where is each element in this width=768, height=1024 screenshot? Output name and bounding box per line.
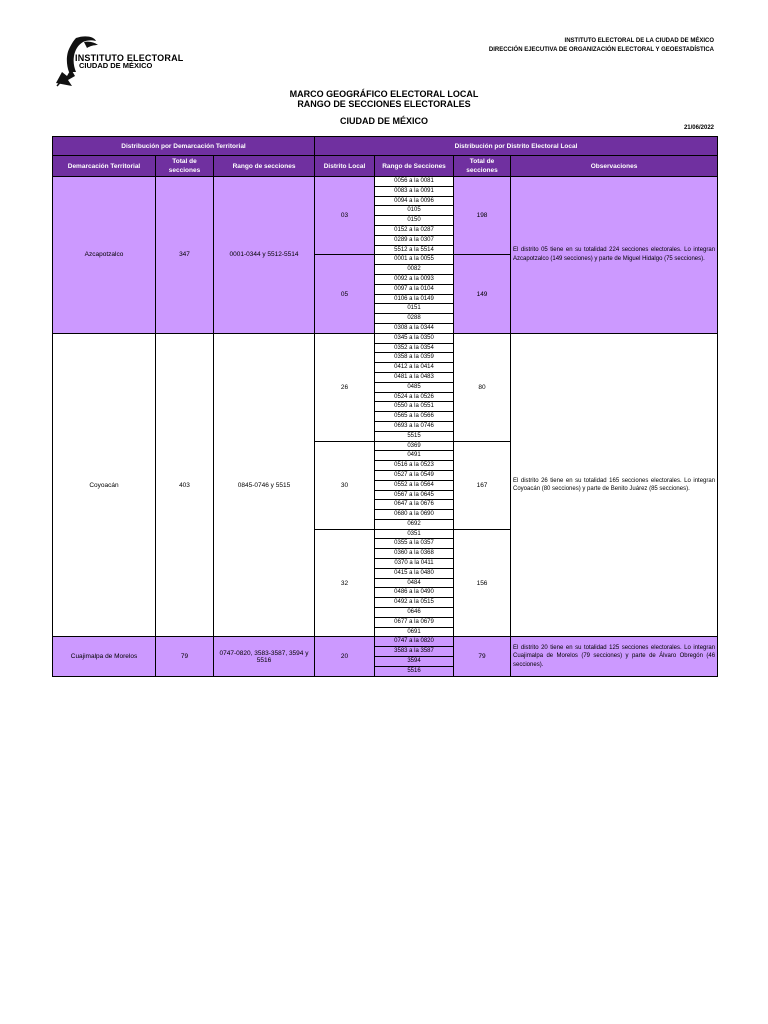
demarcation-total: 79 xyxy=(156,637,214,676)
district-number: 20 xyxy=(315,637,375,676)
table-row xyxy=(53,177,718,255)
demarcation-range: 0001-0344 y 5512-5514 xyxy=(214,177,315,334)
range-item: 0082 xyxy=(375,265,453,275)
demarcation-name: Coyoacán xyxy=(53,333,156,637)
table-row xyxy=(53,637,718,676)
district-total: 167 xyxy=(454,441,511,529)
group-header-district: Distribución por Distrito Electoral Local xyxy=(315,137,718,156)
range-item: 0567 a la 0645 xyxy=(375,491,453,501)
sections-table xyxy=(52,136,718,677)
district-number: 03 xyxy=(315,177,375,255)
range-item: 0485 xyxy=(375,383,453,393)
direction-name: DIRECCIÓN EJECUTIVA DE ORGANIZACIÓN ELECTORAL Y GEOESTADÍSTICA xyxy=(488,47,714,53)
logo-subtitle: CIUDAD DE MÉXICO xyxy=(79,61,153,70)
range-item: 0152 a la 0287 xyxy=(375,226,453,236)
range-item: 0492 a la 0515 xyxy=(375,598,453,608)
district-ranges xyxy=(375,255,454,333)
table-row xyxy=(53,333,718,441)
range-item: 0345 a la 0350 xyxy=(375,334,453,344)
district-total: 79 xyxy=(454,637,511,676)
range-item: 0001 a la 0055 xyxy=(375,255,453,265)
range-item: 0369 xyxy=(375,442,453,452)
district-total: 198 xyxy=(454,177,511,255)
district-ranges xyxy=(375,529,454,637)
range-item: 0351 xyxy=(375,530,453,540)
document-date: 21/06/2022 xyxy=(683,125,714,131)
district-ranges xyxy=(375,441,454,529)
range-item: 0527 a la 0549 xyxy=(375,471,453,481)
range-item: 0692 xyxy=(407,520,421,527)
range-item: 0524 a la 0526 xyxy=(375,393,453,403)
column-header: Rango de Secciones xyxy=(375,156,454,177)
range-item: 0150 xyxy=(375,216,453,226)
range-item: 0308 a la 0344 xyxy=(394,324,434,331)
district-ranges xyxy=(375,333,454,441)
institution-name: INSTITUTO ELECTORAL DE LA CIUDAD DE MÉXICO xyxy=(564,38,714,44)
range-item: 0360 a la 0368 xyxy=(375,549,453,559)
title-city: CIUDAD DE MÉXICO xyxy=(339,116,428,126)
title-line-2: RANGO DE SECCIONES ELECTORALES xyxy=(297,99,471,109)
district-number: 30 xyxy=(315,441,375,529)
range-item: 3594 xyxy=(375,657,453,667)
range-item: 0105 xyxy=(375,206,453,216)
range-item: 0481 a la 0483 xyxy=(375,373,453,383)
observation: El distrito 05 tiene en su totalidad 224 secciones electorales. Lo integran Azcapotzalco (149 secciones) y parte de Miguel Hidalgo (75 secciones). xyxy=(511,177,718,334)
range-item: 0516 a la 0523 xyxy=(375,461,453,471)
range-item: 0355 a la 0357 xyxy=(375,539,453,549)
range-item: 0747 a la 0820 xyxy=(375,637,453,647)
range-item: 5515 xyxy=(407,432,421,439)
group-header-demarcation: Distribución por Demarcación Territorial xyxy=(53,137,315,156)
range-item: 0415 a la 0480 xyxy=(375,569,453,579)
range-item: 0083 a la 0091 xyxy=(375,187,453,197)
observation: El distrito 20 tiene en su totalidad 125 secciones electorales. Lo integran Cuajimalpa de Morelos (79 secciones) y parte de Álvaro Obregón (46 secciones). xyxy=(511,637,718,676)
district-ranges xyxy=(375,177,454,255)
column-header: Total de secciones xyxy=(454,156,511,177)
observation: El distrito 26 tiene en su totalidad 165 secciones electorales. Lo integran Coyoacán (80 secciones) y parte de Benito Juárez (85 secciones). xyxy=(511,333,718,637)
district-number: 05 xyxy=(315,255,375,333)
range-item: 0106 a la 0149 xyxy=(375,295,453,305)
range-item: 0092 a la 0093 xyxy=(375,275,453,285)
range-item: 0484 xyxy=(375,579,453,589)
column-header: Total de secciones xyxy=(156,156,214,177)
range-item: 0412 a la 0414 xyxy=(375,363,453,373)
range-item: 3583 a la 3587 xyxy=(375,647,453,657)
range-item: 0491 xyxy=(375,451,453,461)
district-number: 26 xyxy=(315,333,375,441)
column-header: Rango de secciones xyxy=(214,156,315,177)
district-number: 32 xyxy=(315,529,375,637)
range-item: 0565 a la 0566 xyxy=(375,412,453,422)
district-ranges xyxy=(375,637,454,676)
range-item: 0693 a la 0746 xyxy=(375,422,453,432)
column-header: Demarcación Territorial xyxy=(53,156,156,177)
range-item: 5516 xyxy=(407,667,421,674)
range-item: 0647 a la 0676 xyxy=(375,500,453,510)
demarcation-range: 0747-0820, 3583-3587, 3594 y 5516 xyxy=(214,637,315,676)
district-total: 80 xyxy=(454,333,511,441)
range-item: 0680 a la 0690 xyxy=(375,510,453,520)
range-item: 0370 a la 0411 xyxy=(375,559,453,569)
demarcation-name: Azcapotzalco xyxy=(53,177,156,334)
column-header: Distrito Local xyxy=(315,156,375,177)
range-item: 0151 xyxy=(375,304,453,314)
column-header: Observaciones xyxy=(511,156,718,177)
range-item: 5512 a la 5514 xyxy=(394,246,434,253)
document-title xyxy=(0,89,768,126)
institution-header xyxy=(489,37,714,55)
range-item: 0097 a la 0104 xyxy=(375,285,453,295)
demarcation-name: Cuajimalpa de Morelos xyxy=(53,637,156,676)
demarcation-range: 0845-0746 y 5515 xyxy=(214,333,315,637)
title-line-1: MARCO GEOGRÁFICO ELECTORAL LOCAL xyxy=(289,89,479,99)
range-item: 0288 xyxy=(375,314,453,324)
range-item: 0552 a la 0564 xyxy=(375,481,453,491)
range-item: 0094 a la 0096 xyxy=(375,197,453,207)
range-item: 0289 a la 0307 xyxy=(375,236,453,246)
range-item: 0486 a la 0490 xyxy=(375,588,453,598)
logo-title: INSTITUTO ELECTORAL xyxy=(75,53,184,63)
range-item: 0677 a la 0679 xyxy=(375,618,453,628)
range-item: 0056 a la 0081 xyxy=(375,177,453,187)
district-total: 149 xyxy=(454,255,511,333)
district-total: 156 xyxy=(454,529,511,637)
range-item: 0646 xyxy=(375,608,453,618)
demarcation-total: 403 xyxy=(156,333,214,637)
range-item: 0691 xyxy=(407,628,421,635)
demarcation-total: 347 xyxy=(156,177,214,334)
range-item: 0358 a la 0359 xyxy=(375,353,453,363)
range-item: 0550 a la 0551 xyxy=(375,402,453,412)
range-item: 0352 a la 0354 xyxy=(375,344,453,354)
